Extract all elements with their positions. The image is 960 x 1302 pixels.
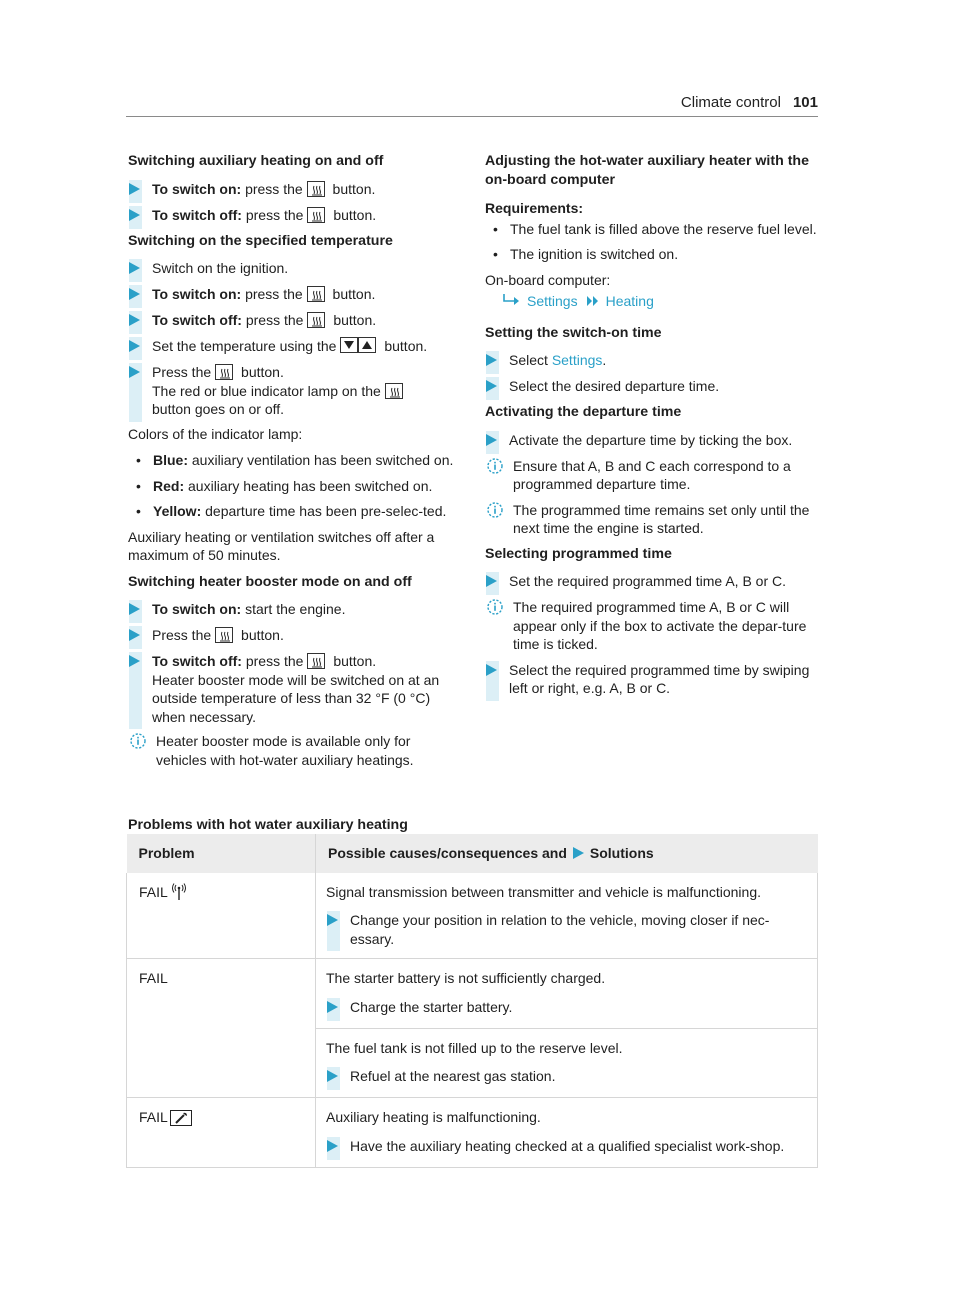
cause-cell — [316, 1028, 818, 1098]
heading-obc-adjust: Adjusting the hot-water auxiliary heater with the on-board computer — [485, 153, 809, 188]
menu-hook-icon — [503, 292, 521, 304]
heading-activating-departure: Activating the departure time — [485, 404, 682, 420]
heater-button-icon — [215, 627, 233, 643]
problem-cell: FAIL — [127, 1098, 316, 1168]
temperature-arrows-icon — [340, 337, 376, 353]
solution-step: Refuel at the nearest gas station. — [326, 1067, 807, 1087]
cause-cell — [316, 1098, 818, 1168]
breadcrumb — [485, 292, 817, 312]
page-number: 101 — [792, 94, 818, 111]
heading-specified-temperature: Switching on the specified temperature — [128, 232, 393, 249]
list-item: • The fuel tank is filled above the reserve fuel level. — [485, 220, 817, 239]
info-note: Heater booster mode is available only for vehicles with hot-water auxiliary heatings. — [128, 732, 458, 769]
step-arrow-icon — [486, 380, 497, 392]
solution-step: Have the auxiliary heating checked at a qualified specialist work-shop. — [326, 1137, 807, 1157]
heater-button-icon — [307, 181, 325, 197]
step-arrow-icon — [486, 354, 497, 366]
heading-switching-aux-heating: Switching auxiliary heating on and off — [128, 153, 384, 169]
table-title: Problems with hot water auxiliary heating — [128, 817, 408, 833]
step: To switch on: start the engine. — [128, 600, 458, 620]
list-item: • Yellow: departure time has been pre-selec-ted. — [128, 502, 458, 521]
requirements-title: Requirements: — [485, 200, 584, 216]
heading-switch-on-time: Setting the switch-on time — [485, 324, 662, 341]
heading-heater-booster: Switching heater booster mode on and off — [128, 573, 412, 590]
list-item: • Blue: auxiliary ventilation has been switched on. — [128, 451, 458, 470]
column-header-problem: Problem — [127, 834, 316, 873]
step-arrow-icon — [486, 664, 497, 676]
list-item: • Red: auxiliary heating has been switched on. — [128, 477, 458, 496]
heater-button-icon — [307, 207, 325, 223]
step-arrow-icon — [129, 183, 140, 195]
info-icon — [487, 599, 503, 615]
cause-text: The starter battery is not sufficiently charged. — [326, 970, 606, 986]
info-icon — [487, 502, 503, 518]
step-arrow-icon — [327, 1001, 338, 1013]
indicator-colors-intro: Colors of the indicator lamp: — [128, 425, 303, 442]
info-icon — [487, 458, 503, 474]
step: Select Settings. — [485, 351, 817, 371]
step: Select the required programmed time by swiping left or right, e.g. A, B or C. — [485, 661, 817, 698]
step-arrow-icon — [486, 575, 497, 587]
heater-button-icon — [385, 383, 403, 399]
right-column — [485, 152, 817, 704]
column-header-causes: Possible causes/consequences and Solutions — [316, 834, 818, 873]
heater-button-icon — [215, 364, 233, 380]
step-arrow-icon — [129, 209, 140, 221]
breadcrumb-heating[interactable]: Heating — [605, 293, 654, 309]
settings-link[interactable]: Settings — [551, 352, 603, 368]
cause-cell — [316, 959, 818, 1029]
step-arrow-icon — [129, 340, 140, 352]
wrench-icon — [170, 1110, 192, 1126]
step-arrow-icon — [486, 434, 497, 446]
left-column — [128, 152, 458, 776]
step-arrow-icon — [573, 847, 584, 859]
page-header — [681, 94, 818, 113]
cause-cell — [316, 873, 818, 959]
heater-button-icon — [307, 312, 325, 328]
obc-label: On-board computer: — [485, 271, 611, 288]
step: To switch off: press the button. — [128, 206, 458, 226]
list-item: • The ignition is switched on. — [485, 245, 817, 264]
step-arrow-icon — [327, 1070, 338, 1082]
cause-text: Signal transmission between transmitter and vehicle is malfunctioning. — [326, 883, 761, 900]
step: Activate the departure time by ticking the box. — [485, 431, 817, 451]
table-row — [127, 959, 818, 1029]
problems-table — [126, 834, 818, 1168]
step-arrow-icon — [129, 262, 140, 274]
info-note: The required programmed time A, B or C will appear only if the box to activate the depar-ture time is ticked. — [485, 598, 817, 654]
problem-cell: FAIL — [127, 873, 316, 959]
cause-text: Auxiliary heating is malfunctioning. — [326, 1109, 541, 1125]
step-arrow-icon — [129, 314, 140, 326]
breadcrumb-settings[interactable]: Settings — [527, 293, 578, 309]
step-arrow-icon — [327, 914, 338, 926]
problem-cell: FAIL — [127, 959, 316, 1098]
info-note: Ensure that A, B and C each correspond to a programmed departure time. — [485, 457, 817, 494]
step: Set the required programmed time A, B or C. — [485, 572, 817, 592]
solution-step: Charge the starter battery. — [326, 998, 807, 1018]
step-arrow-icon — [129, 288, 140, 300]
heading-selecting-programmed: Selecting programmed time — [485, 545, 672, 562]
table-row — [127, 1098, 818, 1168]
double-chevron-icon — [586, 293, 600, 312]
step: Switch on the ignition. — [128, 259, 458, 279]
step: Select the desired departure time. — [485, 377, 817, 397]
heater-button-icon — [307, 286, 325, 302]
section-title: Climate control — [680, 94, 781, 111]
step-arrow-icon — [129, 629, 140, 641]
step: Set the temperature using the button. — [128, 337, 458, 357]
solution-step: Change your position in relation to the vehicle, moving closer if nec-essary. — [326, 911, 807, 948]
table-header-row — [127, 834, 818, 873]
heater-button-icon — [307, 653, 325, 669]
antenna-signal-icon — [170, 883, 188, 901]
step: To switch on: press the button. — [128, 285, 458, 305]
info-note: The programmed time remains set only until the next time the engine is started. — [485, 501, 817, 538]
step: To switch on: press the button. — [128, 180, 458, 200]
step: Press the button. The red or blue indicator lamp on the button goes on or off. — [128, 363, 458, 419]
step: To switch off: press the button. — [128, 311, 458, 331]
auto-off-text: Auxiliary heating or ventilation switches off after a maximum of 50 minutes. — [128, 528, 435, 563]
cause-text: The fuel tank is not filled up to the reserve level. — [326, 1039, 623, 1056]
step: To switch off: press the button. Heater booster mode will be switched on at an outside temperature of less than 32 °F (0 °C) when necessary. — [128, 652, 458, 726]
header-divider — [126, 116, 818, 117]
step-arrow-icon — [327, 1140, 338, 1152]
table-row — [127, 873, 818, 959]
step-arrow-icon — [129, 366, 140, 378]
step: Press the button. — [128, 626, 458, 646]
info-icon — [130, 733, 146, 749]
step-arrow-icon — [129, 603, 140, 615]
step-arrow-icon — [129, 655, 140, 667]
